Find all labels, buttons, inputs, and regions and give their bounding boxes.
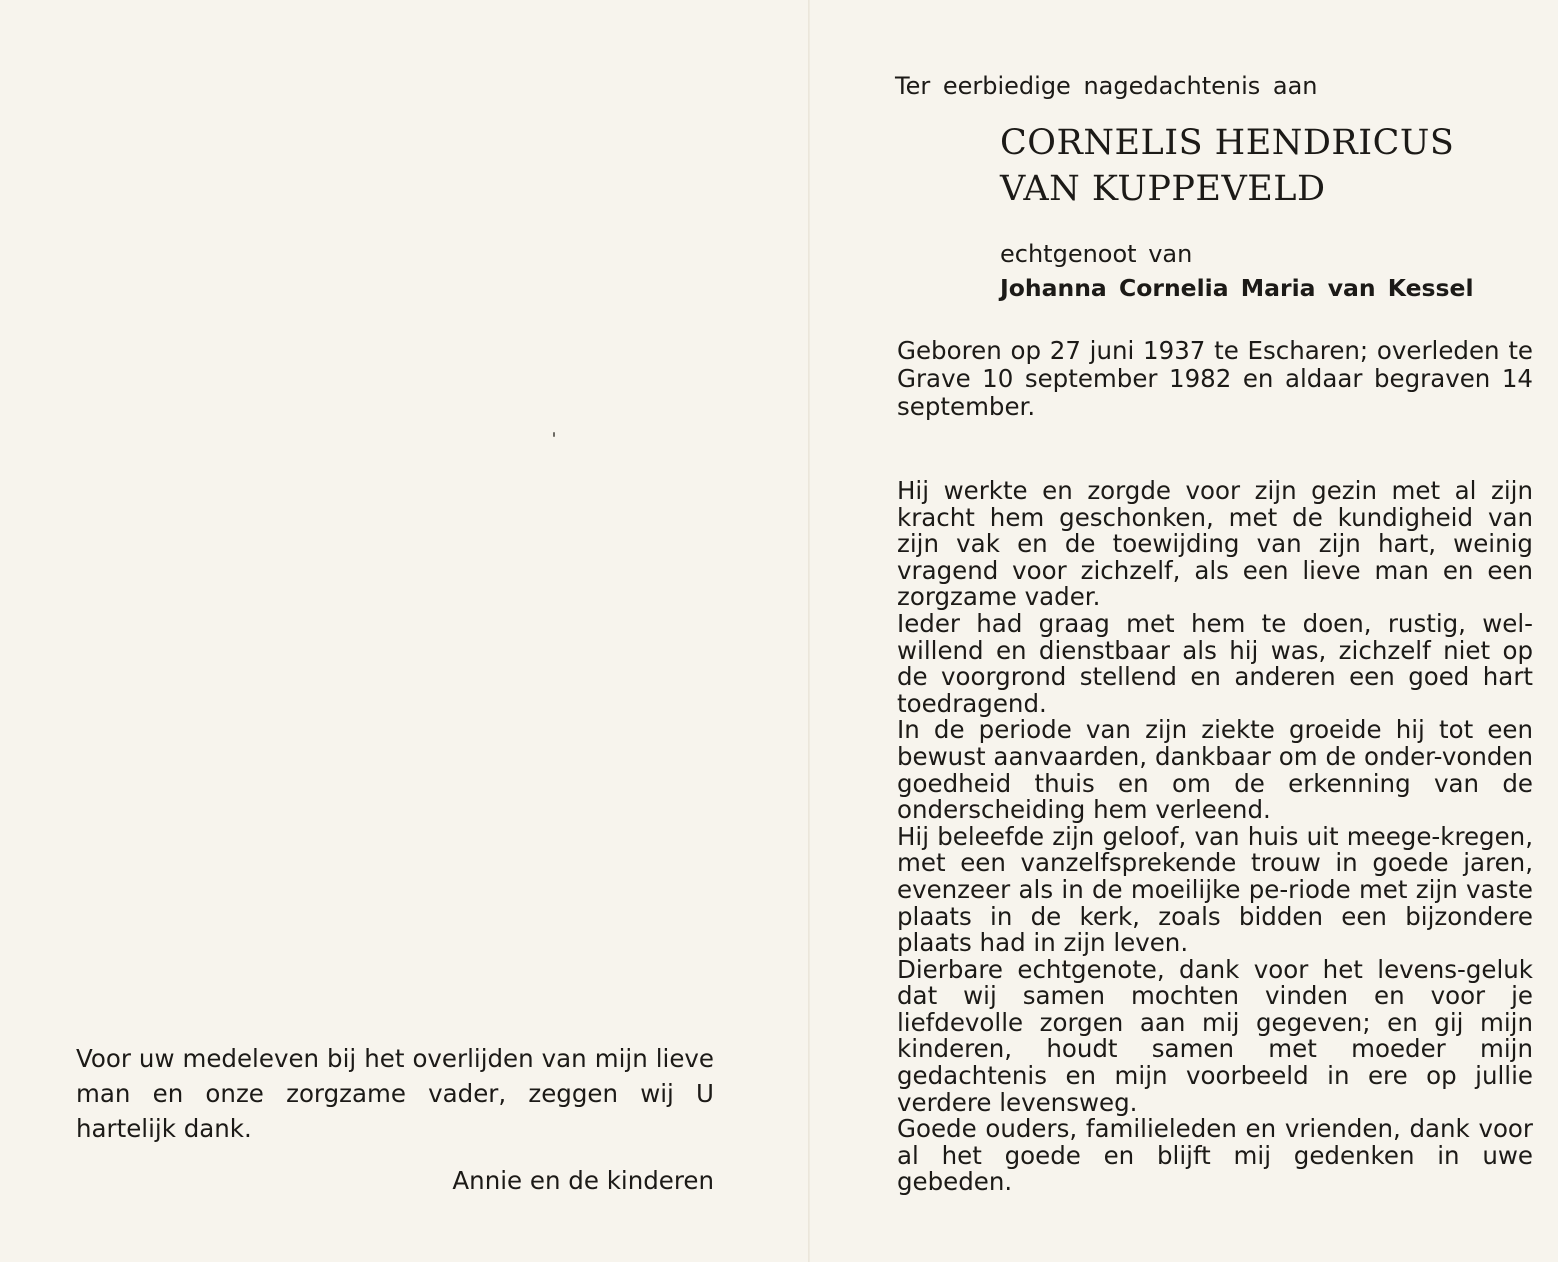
bio-paragraph: In de periode van zijn ziekte groeide hij tot een bewust aanvaarden, dankbaar om de onder-vonden goedheid thuis en om de erkenning van de onderscheiding hem verleend. (897, 715, 1533, 825)
bio-paragraph: Hij werkte en zorgde voor zijn gezin met al zijn kracht hem geschonken, met de kundigheid van zijn vak en de toewijding van zijn hart, weinig vragend voor zichzelf, als een lieve man en een zorgzame vader. (897, 476, 1533, 612)
bio-paragraph: Goede ouders, familieleden en vrienden, dank voor al het goede en blijft mij gedenken in uwe gebeden. (897, 1114, 1533, 1197)
thanks-text: Voor uw medeleven bij het overlijden van mijn lieve man en onze zorgzame vader, zeggen wij U hartelijk dank. (76, 1044, 714, 1143)
paper-speck (553, 432, 555, 437)
deceased-name (1000, 120, 1454, 212)
spouse-name: Johanna Cornelia Maria van Kessel (1000, 274, 1474, 302)
name-line-2: VAN KUPPEVELD (1000, 169, 1326, 209)
card-fold (808, 0, 810, 1262)
biography (897, 478, 1533, 1196)
bio-paragraph: Hij beleefde zijn geloof, van huis uit meege-kregen, met een vanzelfsprekende trouw in goede jaren, evenzeer als in de moeilijke pe-riode met zijn vaste plaats in de kerk, zoals bidden een bijzondere plaats had in zijn leven. (897, 821, 1533, 958)
intro-line: Ter eerbiedige nagedachtenis aan (895, 72, 1318, 100)
name-line-1: CORNELIS HENDRICUS (1000, 123, 1455, 163)
bio-paragraph: Ieder had graag met hem te doen, rustig, wel-willend en dienstbaar als hij was, zichzelf niet op de voorgrond stellend en anderen een goed hart toedragend. (897, 608, 1533, 718)
life-dates: Geboren op 27 juni 1937 te Escharen; overleden te Grave 10 september 1982 en aldaar begraven 14 september. (897, 336, 1533, 421)
bio-paragraph: Dierbare echtgenote, dank voor het levens-geluk dat wij samen mochten vinden en voor je liefdevolle zorgen aan mij gegeven; en gij mijn kinderen, houdt samen met moeder mijn gedachtenis en mijn voorbeeld in ere op jullie verdere levensweg. (897, 954, 1533, 1117)
thanks-signature: Annie en de kinderen (452, 1166, 714, 1195)
spouse-label: echtgenoot van (1000, 240, 1193, 268)
